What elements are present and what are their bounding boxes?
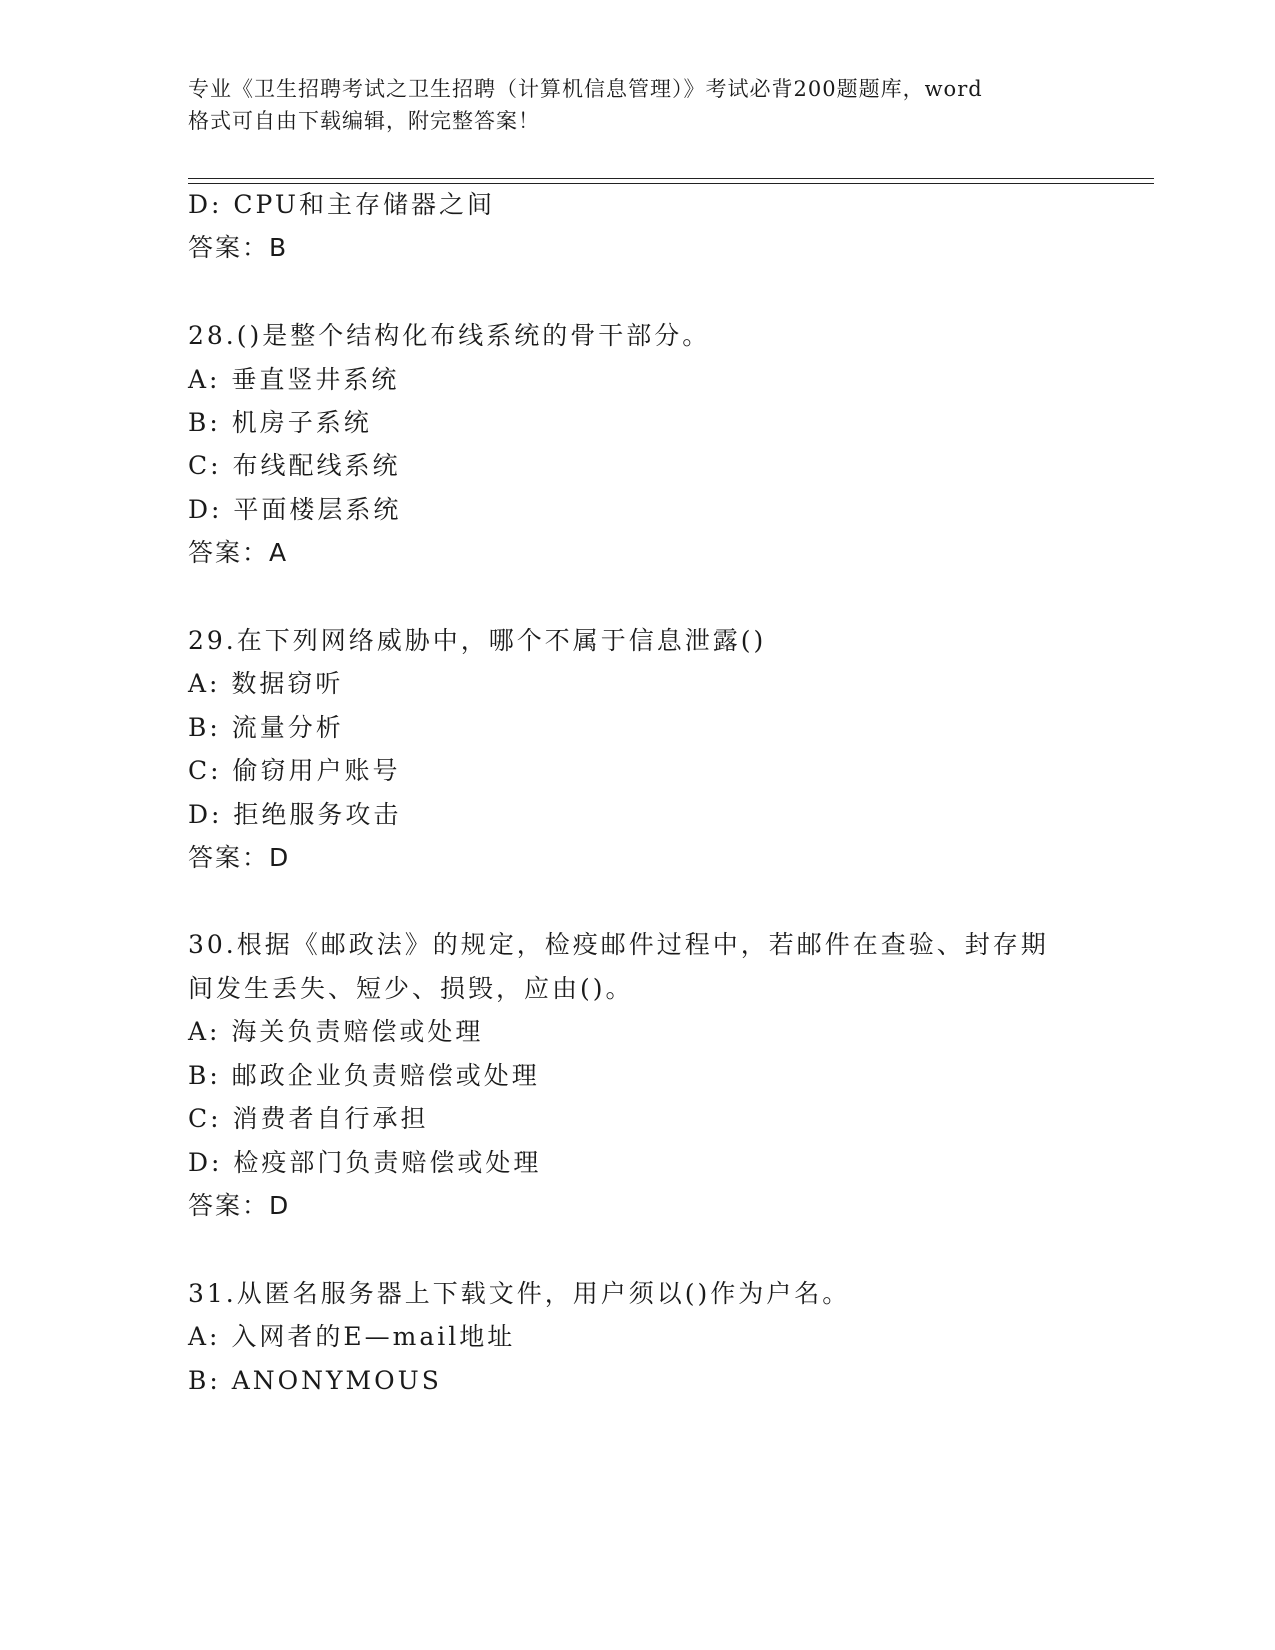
q27-answer: 答案：B [188,233,289,262]
q29-option-a: A: 数据窃听 [188,669,344,698]
q29-answer: 答案：D [188,843,291,872]
header-divider-bottom [188,183,1154,184]
header-divider-top [188,178,1154,179]
q31-question: 31.从匿名服务器上下载文件，用户须以()作为户名。 [188,1279,851,1308]
q30-option-c: C: 消费者自行承担 [188,1104,429,1133]
q30-option-a: A: 海关负责赔偿或处理 [188,1017,484,1046]
q28-option-d: D: 平面楼层系统 [188,495,402,524]
document-header [188,73,1088,137]
q29-question: 29.在下列网络威胁中，哪个不属于信息泄露() [188,626,767,655]
q28-option-c: C: 布线配线系统 [188,451,401,480]
q27-option-d: D: CPU和主存储器之间 [188,190,495,219]
q31-option-a: A: 入网者的E—mail地址 [188,1322,516,1351]
q29-option-d: D: 拒绝服务攻击 [188,800,402,829]
q28-question: 28.()是整个结构化布线系统的骨干部分。 [188,321,711,350]
q29-option-c: C: 偷窃用户账号 [188,756,401,785]
q28-option-a: A: 垂直竖井系统 [188,365,400,394]
q30-question-line-1: 30.根据《邮政法》的规定，检疫邮件过程中，若邮件在查验、封存期 [188,930,1049,959]
q30-option-d: D: 检疫部门负责赔偿或处理 [188,1148,542,1177]
q28-option-b: B: 机房子系统 [188,408,372,437]
q28-answer: 答案：A [188,538,289,567]
q30-answer: 答案：D [188,1191,291,1220]
q30-question-line-2: 间发生丢失、短少、损毁，应由()。 [188,974,634,1003]
q30-option-b: B: 邮政企业负责赔偿或处理 [188,1061,540,1090]
header-line-1: 专业《卫生招聘考试之卫生招聘（计算机信息管理）》考试必背200题题库，word [188,77,983,101]
q31-option-b: B: ANONYMOUS [188,1366,442,1395]
q29-option-b: B: 流量分析 [188,713,344,742]
header-line-2: 格式可自由下载编辑，附完整答案！ [188,109,540,133]
